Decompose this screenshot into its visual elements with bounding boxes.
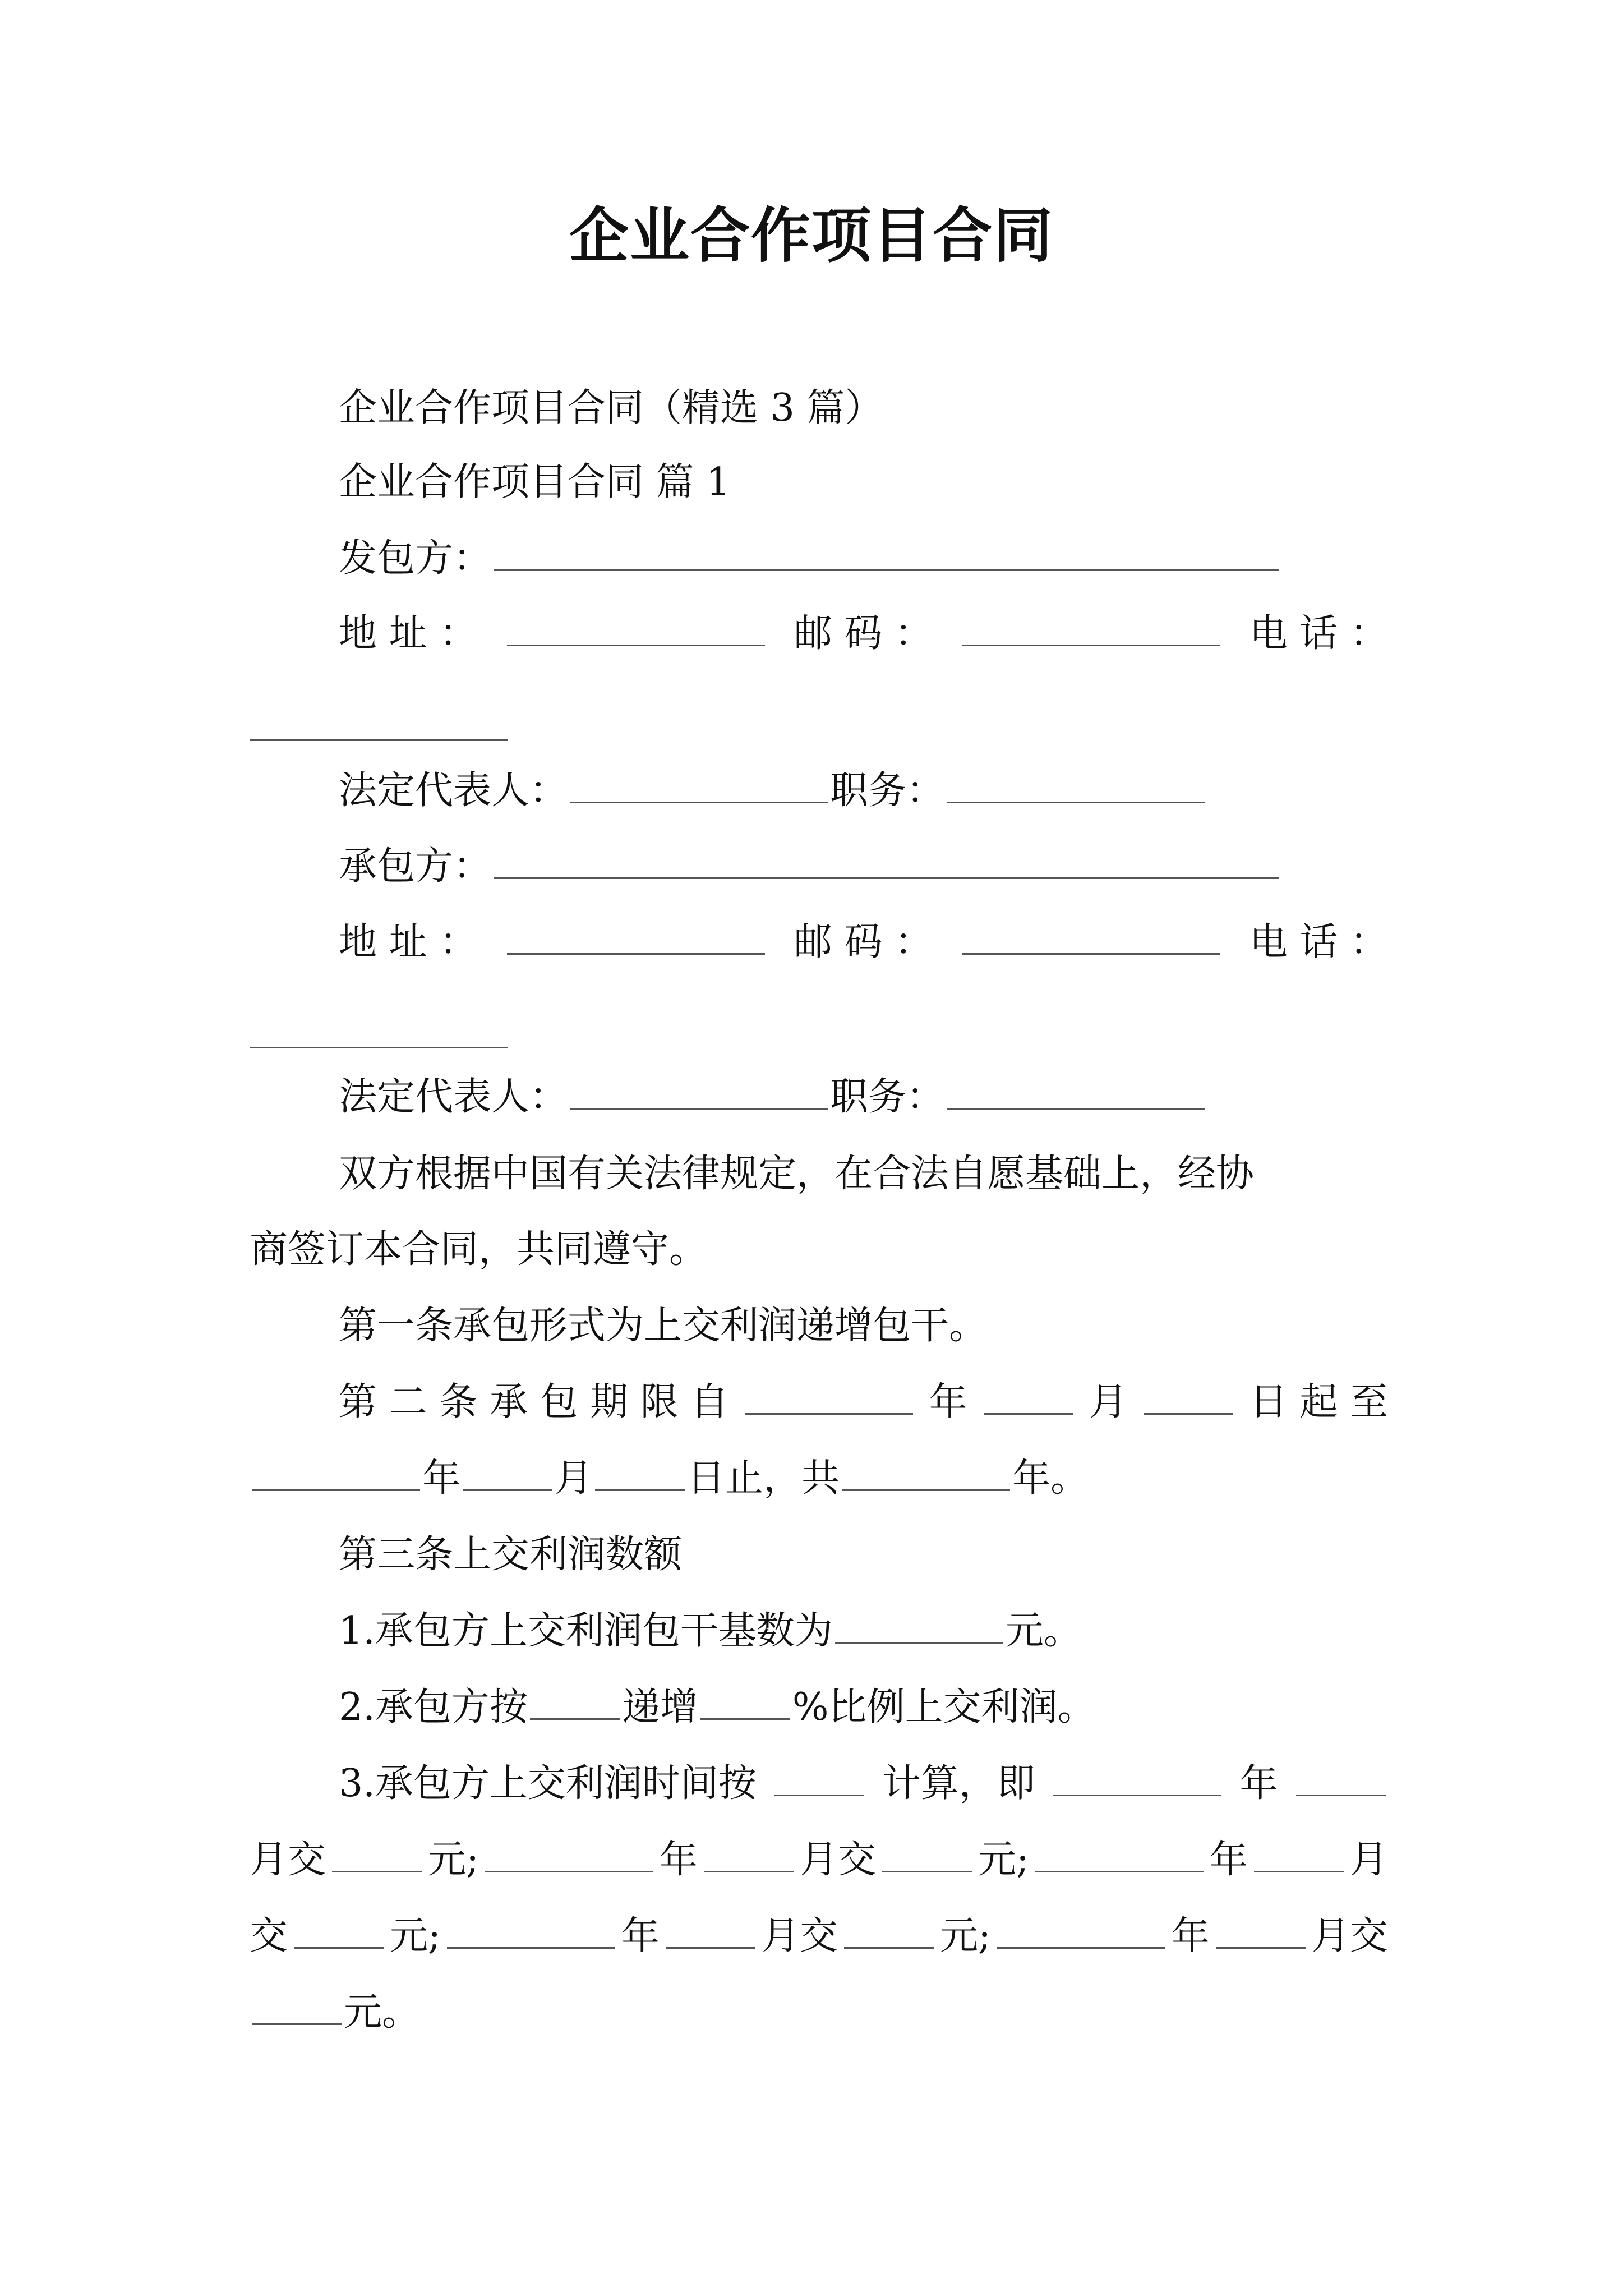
item3-r3-blank-2 [447,1941,615,1949]
art2-start-month-blank [984,1407,1073,1415]
item3-r3-yuan-1: 元; [390,1914,441,1958]
item3-r2-year-2: 年 [1209,1838,1248,1882]
chengbao-postcode-blank [962,947,1220,955]
art2-end-day-blank [595,1484,685,1491]
fabao-address-blank [507,639,765,646]
item3-r2-blank-3 [704,1865,794,1872]
art2-month-label: 月 [1089,1380,1128,1424]
item3-r4-yuan-end: 元。 [344,1990,421,2035]
intro-line-2: 商签订本合同，共同遵守。 [250,1227,708,1272]
item3-r4-blank [252,2018,342,2025]
item3-r3-year-2: 年 [1171,1914,1210,1958]
article-3-item-3-line-1 [339,1757,1388,1811]
chengbao-postcode-label: 邮 码 ： [794,920,933,964]
article-3-item-3-line-4 [250,1986,1388,2040]
chengbao-rep-label: 法定代表人： [339,1075,568,1119]
item3-r3-month-pay-1: 月交 [761,1914,838,1958]
chengbao-line [339,840,1388,894]
article-2-line-1 [339,1375,1388,1429]
item3-r2-blank-4 [882,1865,972,1872]
item1-text: 1.承包方上交利润包干基数为 [339,1609,833,1653]
chengbao-rep-blank [570,1102,828,1110]
article-2-line-2 [250,1452,1388,1506]
chengbao-address-blank [507,947,765,955]
item3-r2-blank-1 [332,1865,422,1872]
art2-year-label: 年 [929,1380,967,1424]
item3-r3-month-pay-2: 月交 [1311,1914,1388,1958]
item2-text-b: 递增 [621,1685,698,1729]
article-3-title: 第三条上交利润数额 [339,1533,683,1577]
article-3-item-3-line-3 [250,1910,1388,1963]
item3-r2-month-pay-2: 月交 [799,1838,876,1882]
item2-blank-2 [700,1713,790,1720]
art2-from-label: 日 起 至 [1249,1380,1388,1424]
chengbao-rep-line [339,1070,1388,1124]
chengbao-position-blank [947,1102,1205,1110]
item3-blank-2 [1053,1789,1221,1796]
fabao-rep-blank [570,796,828,803]
art2-start-day-blank [1144,1407,1233,1415]
item3-r2-year-1: 年 [659,1838,698,1882]
page-title: 企业合作项目合同 [569,200,1054,270]
fabao-phone-label: 电 话 ： [1249,611,1388,656]
item2-text-a: 2.承包方按 [339,1685,528,1729]
item3-r3-blank-4 [844,1941,934,1949]
item2-blank-1 [530,1713,620,1720]
art2-year-end-label: 年。 [1012,1456,1089,1501]
article-3-item-2 [339,1681,1388,1734]
art2-end-year-label: 年 [422,1456,461,1501]
item3-r2-yuan-2: 元; [978,1838,1029,1882]
fabao-line [339,532,1388,586]
art2-end-year-blank [252,1484,420,1491]
item3-r2-blank-2 [485,1865,653,1872]
item3-r3-blank-1 [294,1941,384,1949]
art2-to-label: 日止，共 [687,1456,840,1501]
chengbao-address-label: 地 址 ： [339,920,478,964]
fabao-contact-line [339,607,1388,661]
subtitle: 企业合作项目合同（精选 3 篇） [339,386,883,430]
item3-r2-yuan-1: 元; [428,1838,479,1882]
chengbao-contact-line [339,915,1388,969]
fabao-position-label: 职务： [830,769,945,813]
item3-r3-pay: 交 [250,1914,288,1958]
item3-r3-blank-6 [1216,1941,1306,1949]
item1-base-blank [835,1636,1003,1644]
item3-r3-blank-3 [666,1941,755,1949]
fabao-rep-line [339,764,1388,818]
chengbao-blank [494,872,1279,879]
item2-text-c: %比例上交利润。 [792,1685,1096,1729]
item3-blank-3 [1296,1789,1386,1796]
fabao-rep-label: 法定代表人： [339,769,568,813]
fabao-address-label: 地 址 ： [339,611,478,656]
item3-r2-blank-5 [1035,1865,1204,1872]
fabao-label: 发包方： [339,536,492,581]
item3-r2-month-pay: 月交 [250,1838,326,1882]
item3-r3-yuan-2: 元; [939,1914,991,1958]
chengbao-label: 承包方： [339,844,492,889]
fabao-postcode-blank [962,639,1220,646]
article-3-item-1 [339,1604,1388,1658]
item3-blank-1 [774,1789,864,1796]
fabao-phone-blank [250,739,508,741]
item3-r3-year-1: 年 [621,1914,660,1958]
art2-end-month-label: 月 [555,1456,593,1501]
fabao-blank [494,564,1279,571]
art2-start-year-blank [745,1407,913,1415]
art2-end-month-blank [463,1484,552,1491]
art2-total-years-blank [842,1484,1010,1491]
item1-unit: 元。 [1005,1609,1082,1653]
chengbao-phone-blank [250,1047,508,1048]
fabao-position-blank [947,796,1205,803]
fabao-postcode-label: 邮 码 ： [794,611,933,656]
chengbao-phone-label: 电 话 ： [1249,920,1388,964]
article-3-item-3-line-2 [250,1833,1388,1887]
item3-text-a: 3.承包方上交利润时间按 [339,1761,757,1806]
item3-text-b: 计算，即 [882,1761,1035,1806]
intro-line-1: 双方根据中国有关法律规定，在合法自愿基础上，经协 [339,1152,1255,1196]
section-heading: 企业合作项目合同 篇 1 [339,460,731,504]
item3-r3-blank-5 [997,1941,1165,1949]
item3-r2-blank-6 [1254,1865,1344,1872]
item3-year-label: 年 [1239,1761,1278,1806]
art2-prefix: 第 二 条 承 包 期 限 自 [339,1380,729,1424]
item3-r2-month: 月 [1349,1838,1388,1882]
article-1: 第一条承包形式为上交利润递增包干。 [339,1304,988,1348]
chengbao-position-label: 职务： [830,1075,945,1119]
